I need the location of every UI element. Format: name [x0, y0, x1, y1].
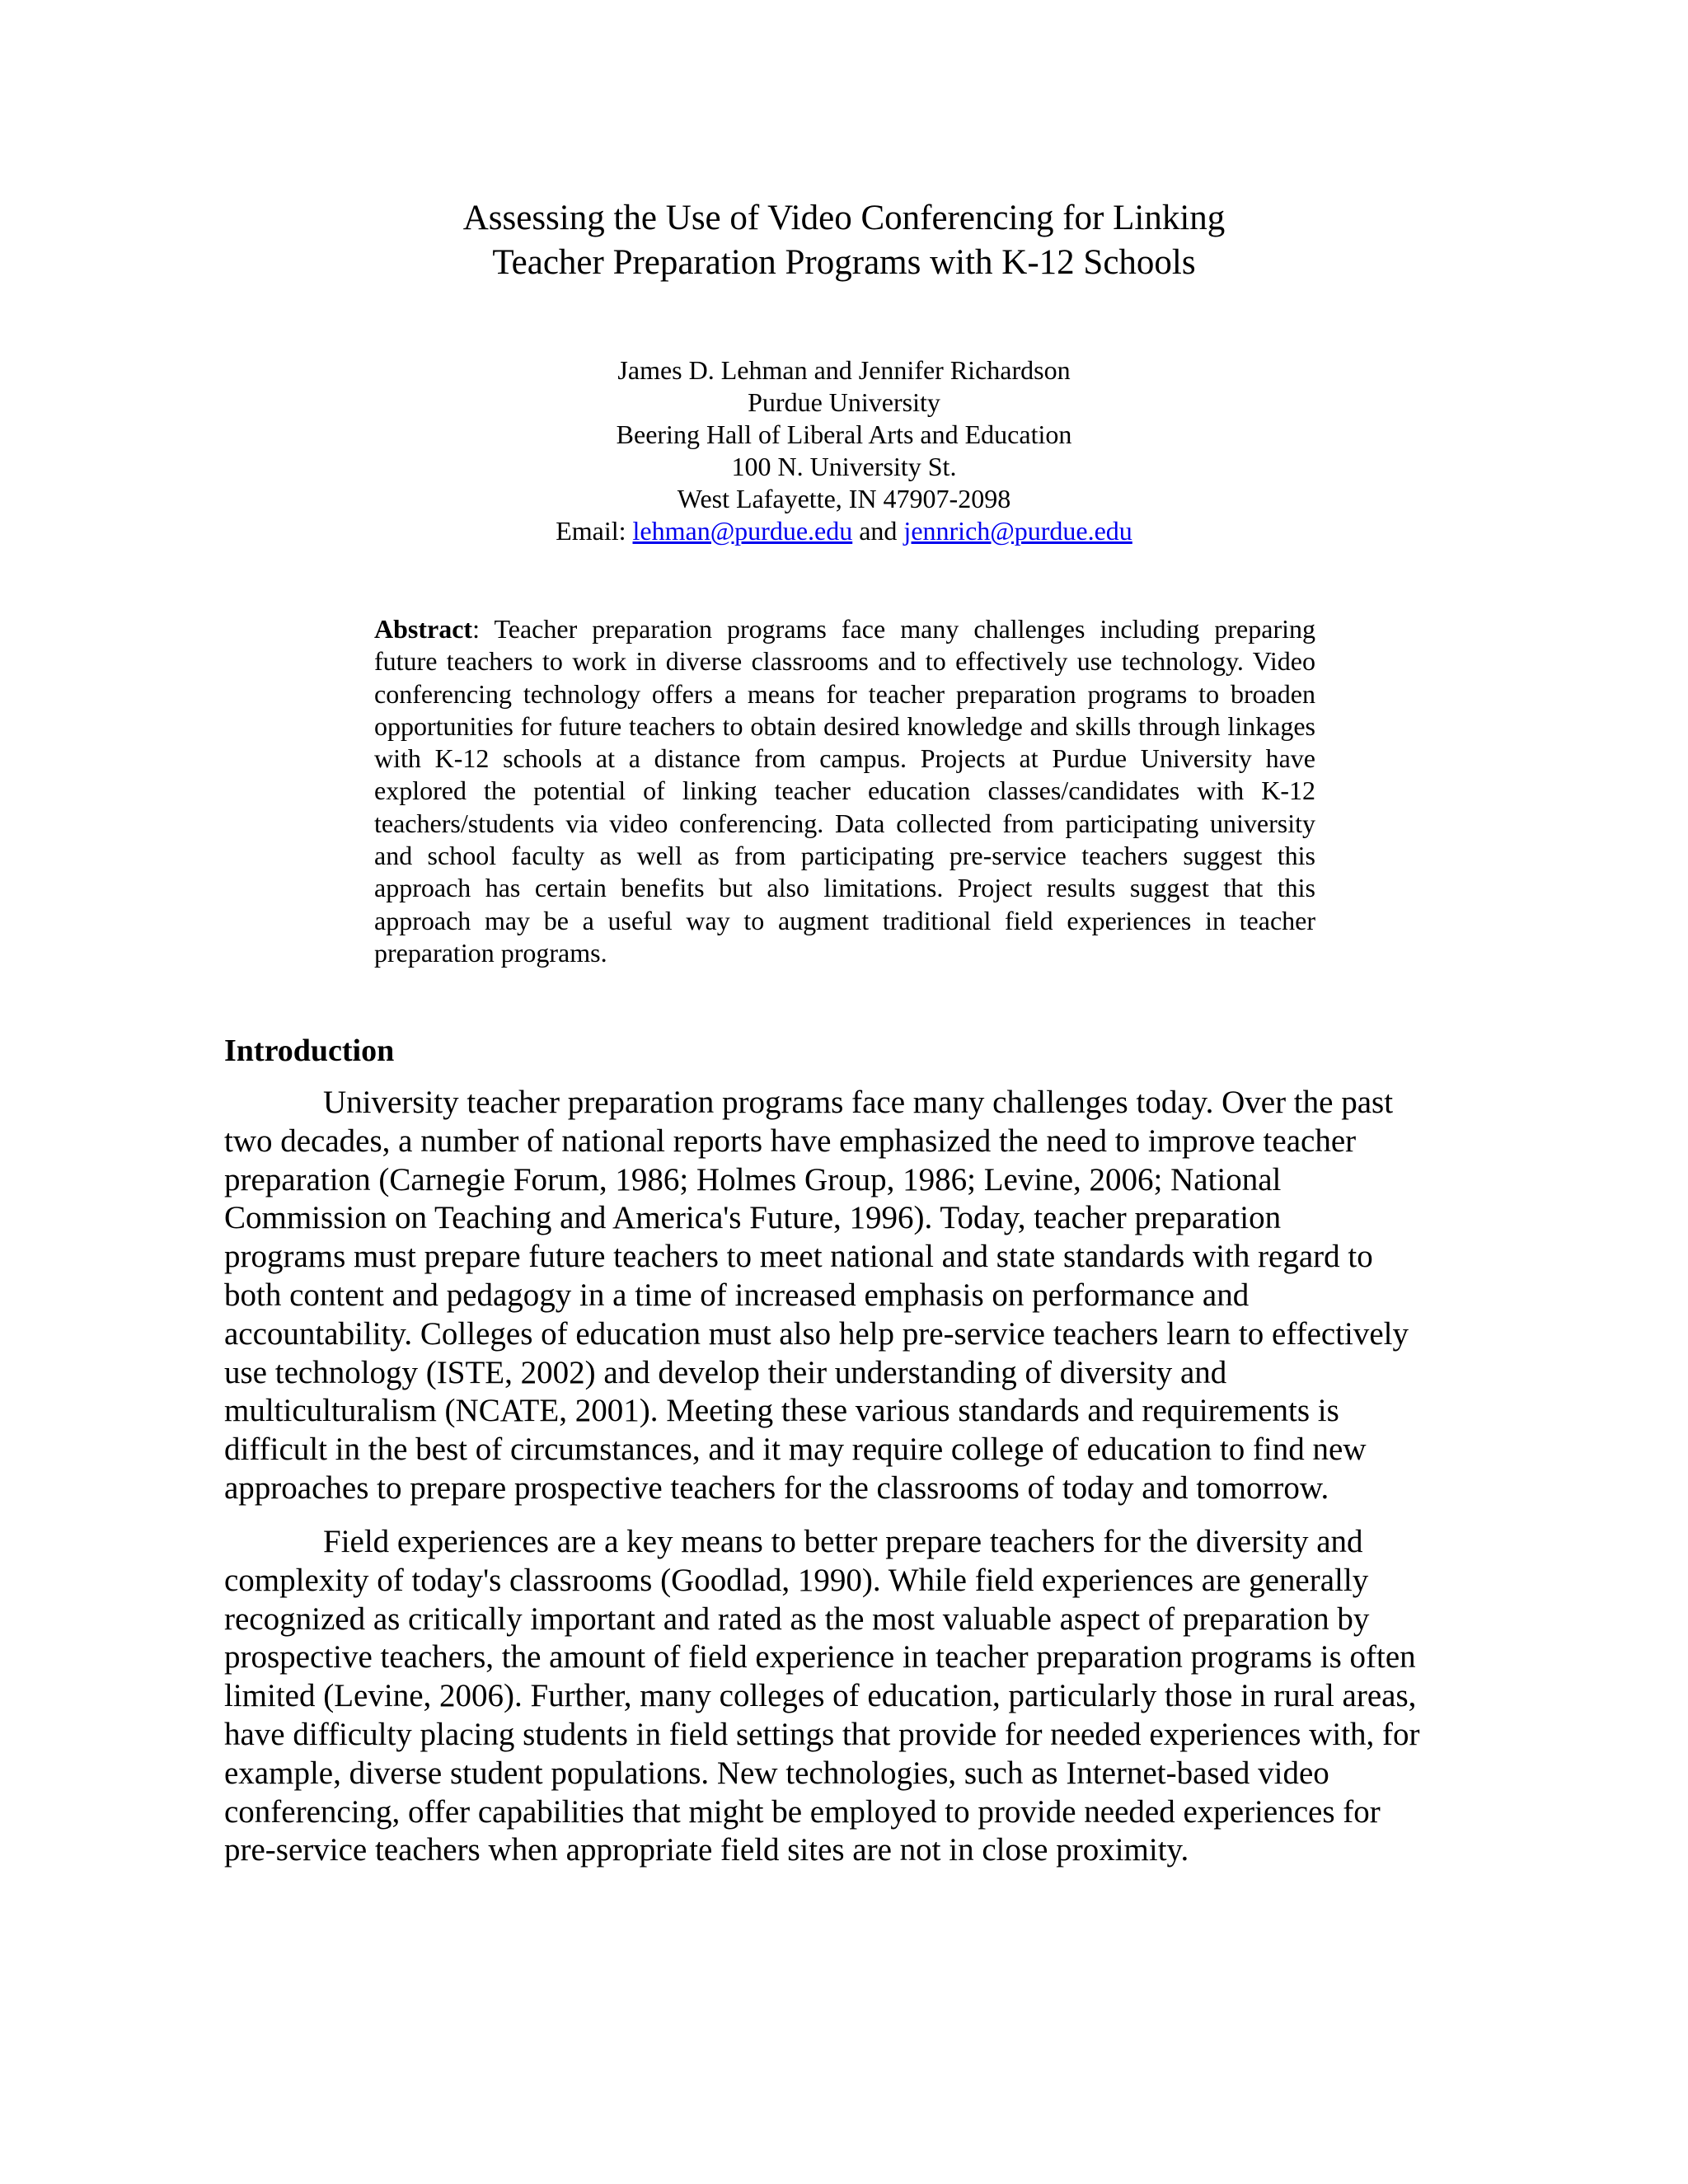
- author-names: James D. Lehman and Jennifer Richardson: [617, 355, 1071, 385]
- text-line: Commission on Teaching and America's Future, 1996). Today, teacher preparation: [224, 1200, 1282, 1236]
- abstract-text: : Teacher preparation programs face many challenges including preparing future teachers to work in diverse classrooms and to effectively use technology. Video conferencing technology offers a means for teacher preparation programs to broaden opportunities for future teachers to obtain desired knowledge and skills through linkages with K-12 schools at a distance from campus. Projects at Purdue University have explored the potential of linking teacher education classes/candidates with K-12 teachers/students via video conferencing. Data collected from participating university and school faculty as well as from participating pre-service teachers suggest this approach has certain benefits but also limitations. Project results suggest that this approach may be a useful way to augment traditional field experiences in teacher preparation programs.: [374, 614, 1315, 968]
- author-building: Beering Hall of Liberal Arts and Education: [616, 419, 1072, 449]
- title-line: Assessing the Use of Video Conferencing for Linking: [462, 199, 1226, 237]
- text-line: limited (Levine, 2006). Further, many colleges of education, particularly those in rural areas,: [224, 1678, 1417, 1714]
- author-affiliation: Purdue University: [748, 387, 940, 417]
- text-line: accountability. Colleges of education must also help pre-service teachers learn to effectively: [224, 1315, 1409, 1352]
- abstract-block: [374, 613, 1315, 969]
- email-joiner: and: [859, 516, 898, 546]
- email-link-jennrich[interactable]: jennrich@purdue.edu: [903, 516, 1132, 546]
- title-line: Teacher Preparation Programs with K-12 Schools: [492, 243, 1196, 282]
- email-label: Email:: [556, 516, 626, 546]
- text-line: pre-service teachers when appropriate field sites are not in close proximity.: [224, 1832, 1189, 1868]
- text-line: Field experiences are a key means to better prepare teachers for the diversity and: [323, 1524, 1363, 1559]
- section-heading-introduction: Introduction: [224, 1033, 395, 1068]
- paper-title: [0, 196, 1688, 285]
- text-line: complexity of today's classrooms (Goodlad, 1990). While field experiences are generally: [224, 1562, 1369, 1598]
- text-line: recognized as critically important and rated as the most valuable aspect of preparation by: [224, 1601, 1370, 1637]
- author-email-line: [0, 515, 1688, 547]
- text-line: use technology (ISTE, 2002) and develop their understanding of diversity and: [224, 1354, 1227, 1390]
- text-line: example, diverse student populations. New technologies, such as Internet-based video: [224, 1755, 1329, 1791]
- text-line: prospective teachers, the amount of field experience in teacher preparation programs is often: [224, 1639, 1416, 1675]
- email-link-lehman[interactable]: lehman@purdue.edu: [632, 516, 853, 546]
- author-city: West Lafayette, IN 47907-2098: [677, 484, 1011, 513]
- text-line: programs must prepare future teachers to meet national and state standards with regard to: [224, 1239, 1373, 1275]
- text-line: both content and pedagogy in a time of increased emphasis on performance and: [224, 1277, 1250, 1313]
- introduction-paragraph-1: [224, 1084, 1461, 1508]
- text-line: two decades, a number of national reports have emphasized the need to improve teacher: [224, 1122, 1357, 1159]
- author-street: 100 N. University St.: [731, 452, 957, 481]
- introduction-paragraph-2: [224, 1523, 1461, 1870]
- text-line: have difficulty placing students in field settings that provide for needed experiences with, for: [224, 1716, 1420, 1752]
- text-line: approaches to prepare prospective teachers for the classrooms of today and tomorrow.: [224, 1469, 1329, 1506]
- text-line: conferencing, offer capabilities that might be employed to provide needed experiences for: [224, 1793, 1381, 1830]
- author-info: [0, 354, 1688, 547]
- abstract-label: Abstract: [374, 614, 473, 644]
- text-line: difficult in the best of circumstances, and it may require college of education to find new: [224, 1432, 1367, 1468]
- text-line: multiculturalism (NCATE, 2001). Meeting these various standards and requirements is: [224, 1393, 1339, 1429]
- text-line: preparation (Carnegie Forum, 1986; Holmes Group, 1986; Levine, 2006; National: [224, 1161, 1282, 1197]
- text-line: University teacher preparation programs face many challenges today. Over the past: [323, 1085, 1394, 1120]
